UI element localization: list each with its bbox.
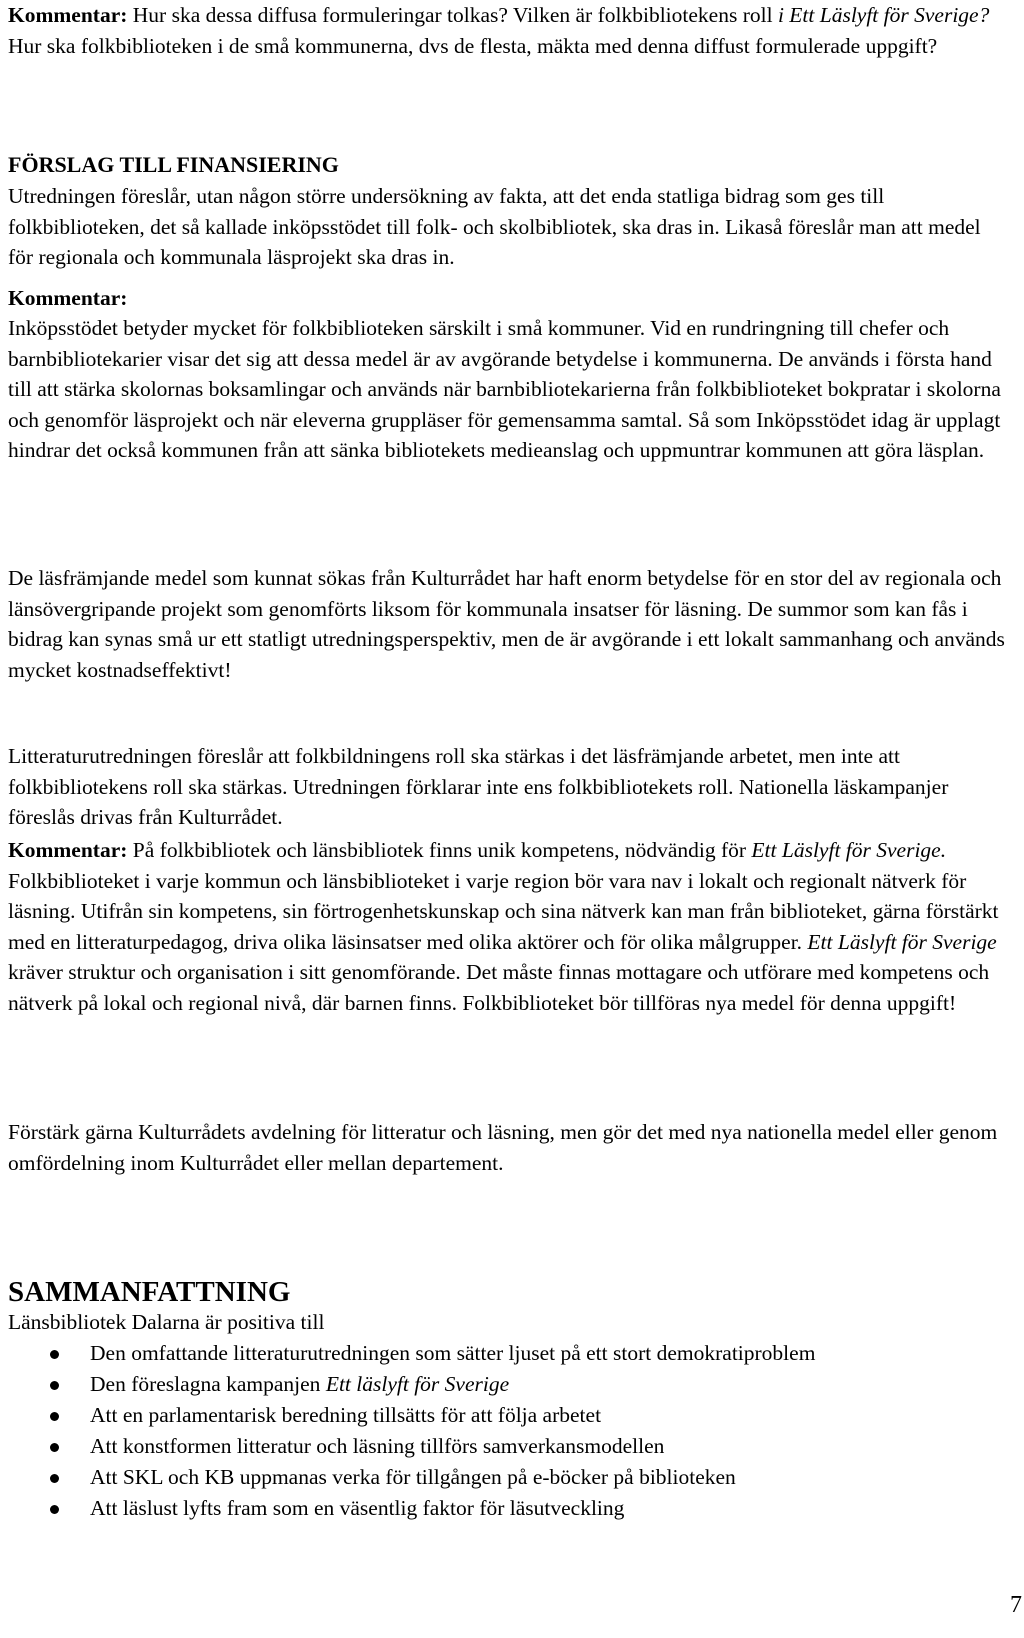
bullet-icon bbox=[50, 1474, 59, 1483]
bullet-icon bbox=[50, 1443, 59, 1452]
comment-label: Kommentar: bbox=[8, 838, 128, 862]
summary-list bbox=[8, 1338, 1008, 1524]
list-item: Att läslust lyfts fram som en väsentlig faktor för läsutveckling bbox=[8, 1493, 1008, 1524]
bullet-icon bbox=[50, 1412, 59, 1421]
bullet-icon bbox=[50, 1350, 59, 1359]
page-number: 7 bbox=[1010, 1592, 1022, 1618]
list-item: Att SKL och KB uppmanas verka för tillgången på e-böcker på biblioteken bbox=[8, 1462, 1008, 1493]
summary-intro: Länsbibliotek Dalarna är positiva till bbox=[8, 1310, 325, 1334]
comment-paragraph-2: Inköpsstödet betyder mycket för folkbiblioteken särskilt i små kommuner. Vid en rundringning till chefer och barnbibliotekarier visar det sig att dessa medel är av avgörande betydelse i kommunerna. De används i första hand till att stärka skolornas boksamlingar och används när barnbibliotekarierna från folkbiblioteket bokpratar i skolorna och genomför läsprojekt och när eleverna gruppläser för gemensamma samtal. Så som Inköpsstödet idag är upplagt hindrar det också kommunen från att sänka bibliotekets medieanslag och uppmuntrar kommunen att göra läsplan. bbox=[8, 316, 1001, 462]
section-heading-financing: FÖRSLAG TILL FINANSIERING bbox=[8, 152, 339, 177]
list-item: Att en parlamentarisk beredning tillsätts för att följa arbetet bbox=[8, 1400, 1008, 1431]
comment-label-2: Kommentar: bbox=[8, 286, 128, 310]
paragraph-litteraturutredningen: Litteraturutredningen föreslår att folkbildningens roll ska stärkas i det läsfrämjande arbetet, men inte att folkbibliotekens roll ska stärkas. Utredningen förklarar inte ens folkbibliotekets roll. Nationella läskampanjer föreslås drivas från Kulturrådet. bbox=[8, 744, 949, 829]
list-item: Den omfattande litteraturutredningen som sätter ljuset på ett stort demokratiproblem bbox=[8, 1338, 1008, 1369]
comment-paragraph-3: Kommentar: På folkbibliotek och länsbibliotek finns unik kompetens, nödvändig för Ett Läslyft för Sverige. Folkbiblioteket i varje kommun och länsbiblioteket i varje region bör vara nav i lokalt och regionalt nätverk för läsning. Utifrån sin kompetens, sin förtrogenhetskunskap och sina nätverk kan man från biblioteket, gärna förstärkt med en litteraturpedagog, driva olika läsinsatser med olika aktörer och för olika målgrupper. Ett Läslyft för Sverige kräver struktur och organisation i sitt genomförande. Det måste finnas mottagare och utförare med kompetens och nätverk på lokal och regional nivå, där barnen finns. Folkbiblioteket bör tillföras nya medel för denna uppgift! bbox=[8, 838, 999, 1015]
section-heading-summary: SAMMANFATTNING bbox=[8, 1276, 291, 1308]
comment-paragraph-1: Kommentar: Hur ska dessa diffusa formuleringar tolkas? Vilken är folkbibliotekens roll i Ett Läslyft för Sverige? Hur ska folkbiblioteken i de små kommunerna, dvs de flesta, mäkta med denna diffust formulerade uppgift? bbox=[8, 3, 990, 58]
paragraph-forstark: Förstärk gärna Kulturrådets avdelning för litteratur och läsning, men gör det med nya nationella medel eller genom omfördelning inom Kulturrådet eller mellan departement. bbox=[8, 1120, 998, 1175]
list-item: Den föreslagna kampanjen Ett läslyft för Sverige bbox=[8, 1369, 1008, 1400]
paragraph-lasframjande: De läsfrämjande medel som kunnat sökas från Kulturrådet har haft enorm betydelse för en stor del av regionala och länsövergripande projekt som genomförts liksom för kommunala insatser för läsning. De summor som kan fås i bidrag kan synas små ur ett statligt utredningsperspektiv, men de är avgörande i ett lokalt sammanhang och används mycket kostnadseffektivt! bbox=[8, 566, 1005, 682]
comment-label: Kommentar: bbox=[8, 3, 128, 27]
bullet-icon bbox=[50, 1381, 59, 1390]
list-item: Att konstformen litteratur och läsning tillförs samverkansmodellen bbox=[8, 1431, 1008, 1462]
bullet-icon bbox=[50, 1505, 59, 1514]
financing-paragraph: Utredningen föreslår, utan någon större undersökning av fakta, att det enda statliga bidrag som ges till folkbiblioteken, det så kallade inköpsstödet till folk- och skolbibliotek, ska dras in. Likaså föreslår man att medel för regionala och kommunala läsprojekt ska dras in. bbox=[8, 184, 981, 269]
